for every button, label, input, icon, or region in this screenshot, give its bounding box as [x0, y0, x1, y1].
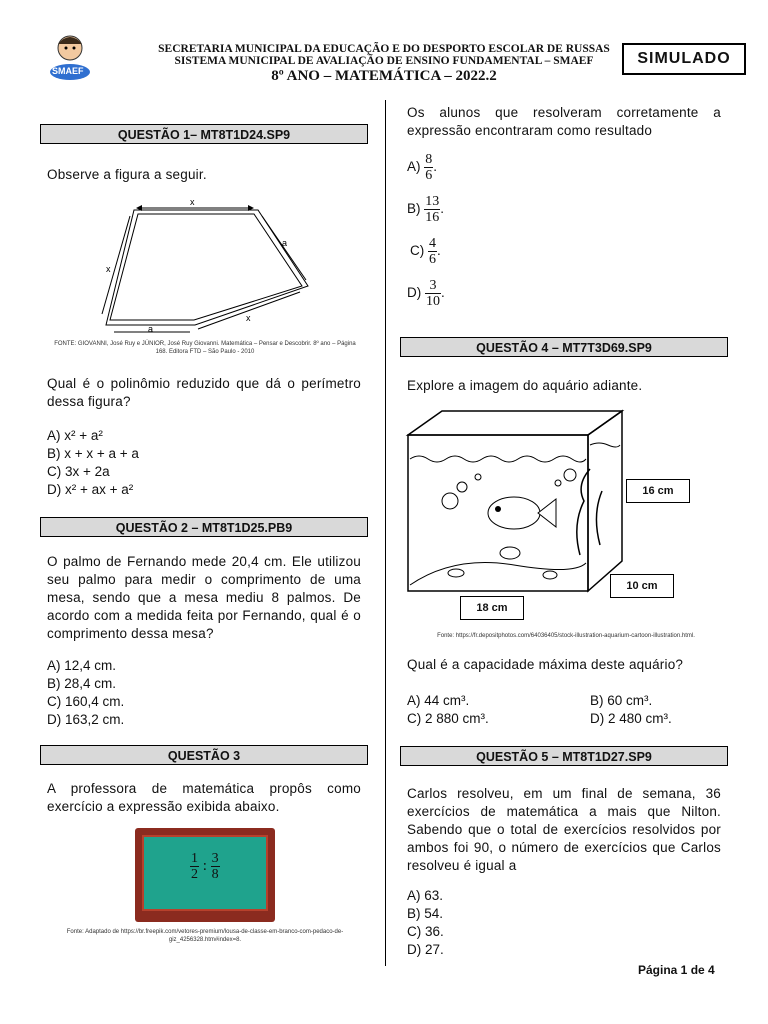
q1-option-c[interactable]: C) 3x + 2a — [47, 464, 110, 479]
q4-label-height: 16 cm — [626, 479, 690, 503]
q2-option-b[interactable]: B) 28,4 cm. — [47, 676, 117, 691]
q1-fig-label-lower-right: x — [246, 313, 251, 323]
q3-board-den1: 2 — [191, 867, 198, 882]
q3-text: A professora de matemática propôs como exercício a expressão exibida abaixo. — [47, 781, 361, 814]
q4-option-a[interactable]: A) 44 cm³. — [407, 693, 470, 708]
q3-title: QUESTÃO 3 — [40, 745, 368, 765]
header-line-3: 8º ANO – MATEMÁTICA – 2022.2 — [271, 68, 497, 84]
q5-option-c[interactable]: C) 36. — [407, 924, 444, 939]
q3-chalkboard — [135, 828, 275, 922]
q3-option-b[interactable]: B) $\frac{13}{16}$ . — [407, 194, 445, 225]
q3-option-c-num: 4 — [429, 236, 437, 251]
q1-figure — [90, 194, 310, 334]
page-number: Página 1 de 4 — [638, 963, 715, 977]
q2-text: O palmo de Fernando mede 20,4 cm. Ele utilizou seu palmo para medir o comprimento de uma mesa, sendo que a mesa mediu 8 palmos. De acordo com a medida feita por Fernando, qual é o comprimento dessa mesa? — [47, 554, 361, 641]
q3-board-num2: 3 — [211, 851, 219, 866]
logo-text: SMAEF — [52, 66, 84, 76]
q2-option-c[interactable]: C) 160,4 cm. — [47, 694, 125, 709]
q3-option-c-den: 6 — [429, 252, 437, 267]
header-line-2: SISTEMA MUNICIPAL DE AVALIAÇÃO DE ENSINO FUNDAMENTAL – SMAEF — [174, 55, 594, 67]
q3-board-op: : — [202, 858, 207, 874]
q3-source: Fonte: Adaptado de https://br.freepik.com/vetores-premium/lousa-de-classe-em-branco-com-pedaco-de-giz_4256328.htm#index=8. — [66, 929, 344, 943]
q4-label-depth: 10 cm — [610, 574, 674, 598]
q3-option-a-den: 6 — [425, 168, 433, 183]
q3-option-d[interactable]: D) $\frac{3}{10}$ . — [407, 278, 445, 309]
q3-option-b-num: 13 — [425, 194, 440, 209]
q3-board-num1: 1 — [191, 851, 198, 866]
q2-option-d[interactable]: D) 163,2 cm. — [47, 712, 125, 727]
q1-fig-label-left: x — [106, 264, 111, 274]
q3-option-b-letter: B) — [407, 201, 421, 217]
q1-title: QUESTÃO 1– MT8T1D24.SP9 — [40, 124, 368, 144]
header-line-1: SECRETARIA MUNICIPAL DA EDUCAÇÃO E DO DESPORTO ESCOLAR DE RUSSAS — [158, 43, 610, 55]
q3-option-a[interactable]: A) $\frac{8}{6}$ . — [407, 152, 438, 183]
q5-option-a[interactable]: A) 63. — [407, 888, 444, 903]
q4-title: QUESTÃO 4 – MT7T3D69.SP9 — [400, 337, 728, 357]
q1-source: FONTE: GIOVANNI, José Ruy e JÚNIOR, José Ruy Giovanni. Matemática – Pensar e Descobrir. 8º ano – Página 168. Editora FTD – São Paulo - 2010 — [54, 341, 356, 355]
q5-option-b[interactable]: B) 54. — [407, 906, 444, 921]
q1-fig-label-right: a — [282, 238, 288, 248]
q3-board-den2: 8 — [211, 867, 219, 882]
q1-fig-label-top: x — [190, 197, 195, 207]
q2-title: QUESTÃO 2 – MT8T1D25.PB9 — [40, 517, 368, 537]
q5-option-d[interactable]: D) 27. — [407, 942, 444, 957]
q4-intro: Explore a imagem do aquário adiante. — [407, 378, 643, 393]
q1-option-b[interactable]: B) x + x + a + a — [47, 446, 139, 461]
q5-title: QUESTÃO 5 – MT8T1D27.SP9 — [400, 746, 728, 766]
q1-fig-label-bottom: a — [148, 324, 154, 334]
q3-option-a-letter: A) — [407, 159, 421, 175]
q5-text: Carlos resolveu, em um final de semana, 36 exercícios de matemática a mais que Nilton. Sabendo que o total de exercícios resolvidos por ambos foi 90, o número de exercícios que Carlos resolveu é igual a — [407, 786, 721, 873]
q3-option-c[interactable]: C) $\frac{4}{6}$ . — [410, 236, 441, 267]
q4-label-width: 18 cm — [460, 596, 524, 620]
q3-option-a-num: 8 — [425, 152, 433, 167]
q4-option-c[interactable]: C) 2 880 cm³. — [407, 711, 489, 726]
q1-question: Qual é o polinômio reduzido que dá o perímetro dessa figura? — [47, 376, 361, 409]
q3-option-d-num: 3 — [425, 278, 441, 294]
simulado-badge: SIMULADO — [622, 43, 746, 75]
q4-question: Qual é a capacidade máxima deste aquário? — [407, 657, 684, 672]
q2-option-a[interactable]: A) 12,4 cm. — [47, 658, 117, 673]
q4-option-d[interactable]: D) 2 480 cm³. — [590, 711, 672, 726]
q3-option-b-den: 16 — [425, 210, 440, 225]
q1-option-d[interactable]: D) x² + ax + a² — [47, 482, 134, 497]
q3-option-c-letter: C) — [410, 243, 425, 259]
q1-option-a[interactable]: A) x² + a² — [47, 428, 103, 443]
q3-option-d-den: 10 — [426, 294, 441, 309]
q4-option-b[interactable]: B) 60 cm³. — [590, 693, 653, 708]
column-divider — [385, 100, 386, 966]
q4-source: Fonte: https://fr.depositphotos.com/64036405/stock-illustration-aquarium-cartoon-illustration.html. — [437, 633, 695, 639]
q3-continuation: Os alunos que resolveram corretamente a expressão encontraram como resultado — [407, 105, 721, 138]
q3-option-d-letter: D) — [407, 285, 422, 301]
q4-aquarium — [404, 405, 724, 625]
q1-intro: Observe a figura a seguir. — [47, 167, 207, 182]
